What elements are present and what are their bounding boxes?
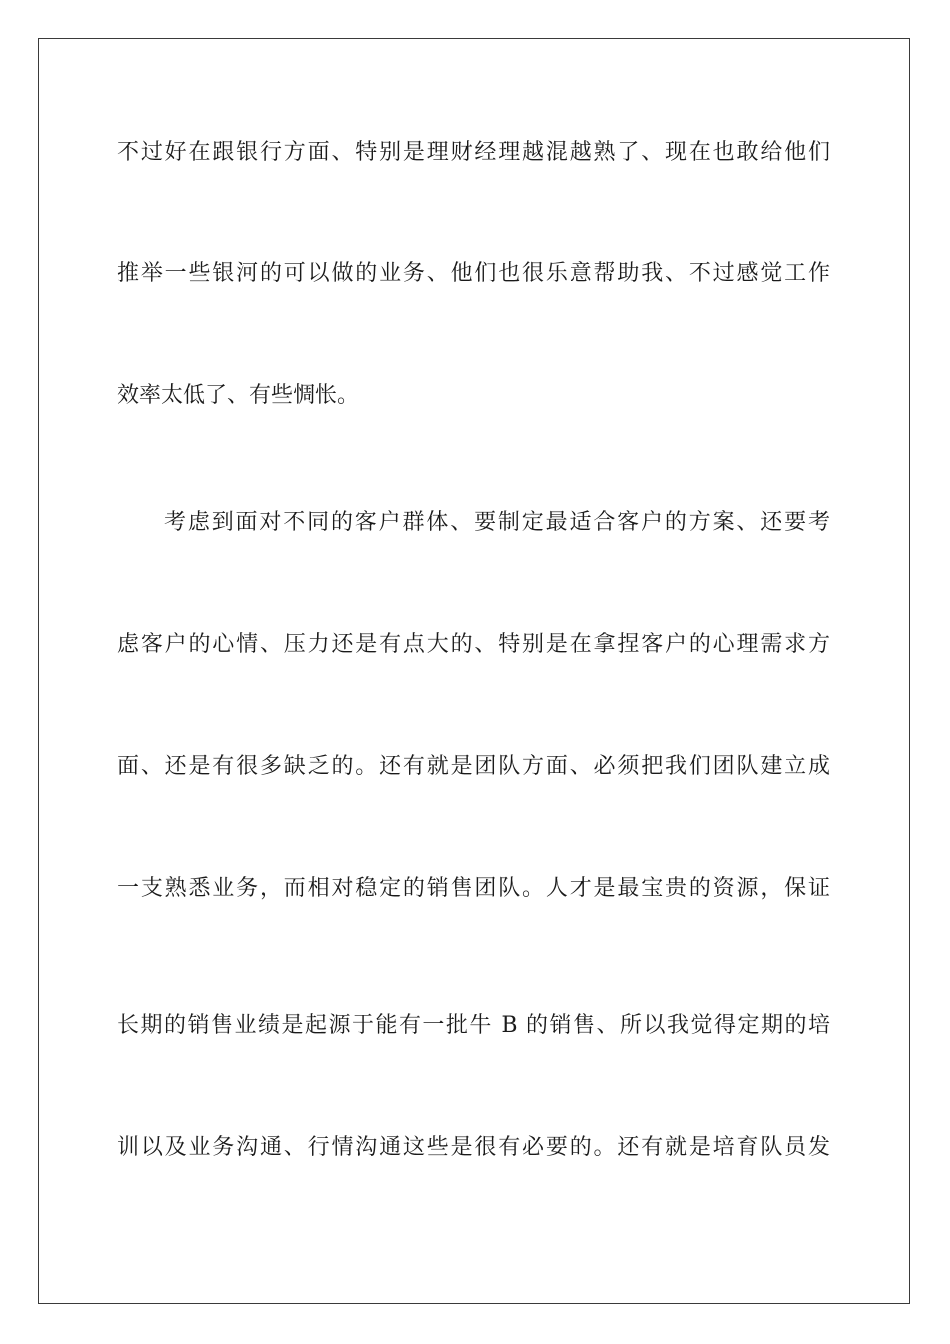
text-line: 虑客户的心情、压力还是有点大的、特别是在拿捏客户的心理需求方 [117,632,830,657]
text-line: 考虑到面对不同的客户群体、要制定最适合客户的方案、还要考 [164,510,830,535]
text-line: 一支熟悉业务，而相对稳定的销售团队。人才是最宝贵的资源，保证 [117,876,830,901]
page-frame [38,38,910,1304]
text-line: 训以及业务沟通、行情沟通这些是很有必要的。还有就是培育队员发 [117,1135,830,1160]
text-line: 推举一些银河的可以做的业务、他们也很乐意帮助我、不过感觉工作 [117,261,830,286]
text-line: 不过好在跟银行方面、特别是理财经理越混越熟了、现在也敢给他们 [117,140,830,165]
text-line: 面、还是有很多缺乏的。还有就是团队方面、必须把我们团队建立成 [117,754,830,779]
text-line: 效率太低了、有些惆怅。 [117,383,360,408]
text-line: 长期的销售业绩是起源于能有一批牛 B 的销售、所以我觉得定期的培 [117,1013,830,1038]
